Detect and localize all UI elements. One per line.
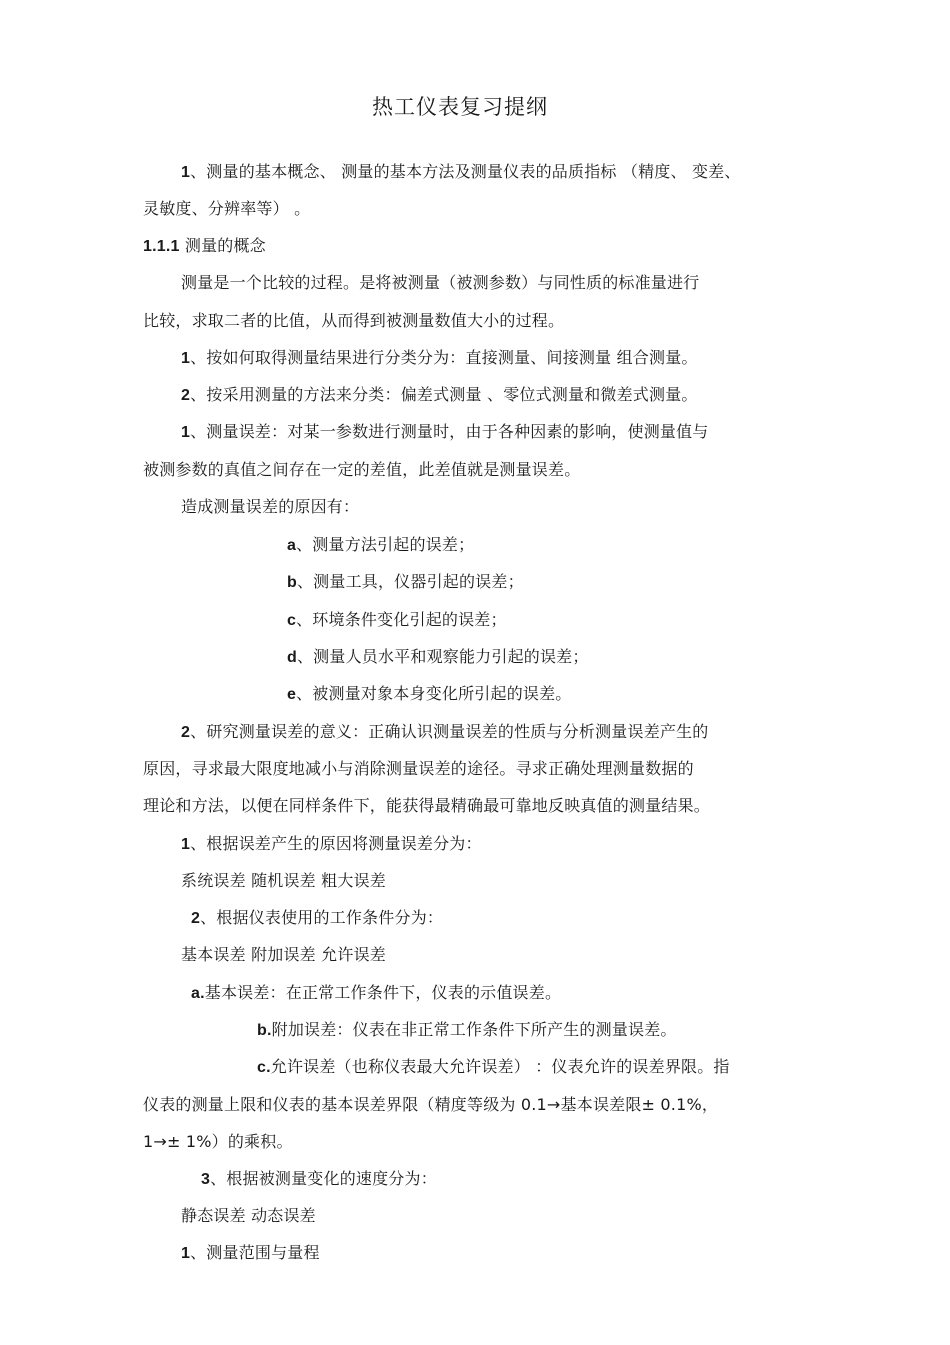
text-line-20: 系统误差 随机误差 粗大误差 xyxy=(181,871,386,890)
text-line-27: 1→± 1%）的乘积。 xyxy=(143,1132,293,1151)
page-title: 热工仪表复习提纲 xyxy=(372,95,548,119)
text-line-23: a.基本误差：在正常工作条件下，仪表的示值误差。 xyxy=(191,983,562,1002)
list-item-c: c、环境条件变化引起的误差； xyxy=(287,610,507,629)
text-line-5: 比较，求取二者的比值，从而得到被测量数值大小的过程。 xyxy=(143,311,565,330)
text-line-19: 1、根据误差产生的原因将测量误差分为： xyxy=(181,834,482,853)
list-item-e: e、被测量对象本身变化所引起的误差。 xyxy=(287,684,572,703)
text-line-1: 1、测量的基本概念、 测量的基本方法及测量仪表的品质指标 （精度、 变差、 xyxy=(181,162,741,181)
text-line-2: 灵敏度、分辨率等） 。 xyxy=(143,199,311,218)
text-line-17: 原因，寻求最大限度地减小与消除测量误差的途径。寻求正确处理测量数据的 xyxy=(143,759,694,778)
text-line-8: 1、测量误差：对某一参数进行测量时，由于各种因素的影响，使测量值与 xyxy=(181,422,709,441)
text-line-10: 造成测量误差的原因有： xyxy=(181,497,360,516)
text-line-9: 被测参数的真值之间存在一定的差值，此差值就是测量误差。 xyxy=(143,460,581,479)
text-line-21: 2、根据仪表使用的工作条件分为： xyxy=(191,908,444,927)
text-line-22: 基本误差 附加误差 允许误差 xyxy=(181,945,386,964)
text-line-6: 1、按如何取得测量结果进行分类分为：直接测量、间接测量 组合测量。 xyxy=(181,348,698,367)
text-line-4: 测量是一个比较的过程。是将被测量（被测参数）与同性质的标准量进行 xyxy=(181,273,700,292)
text-line-16: 2、研究测量误差的意义：正确认识测量误差的性质与分析测量误差产生的 xyxy=(181,722,709,741)
list-item-b: b、测量工具，仪器引起的误差； xyxy=(287,572,524,591)
text-line-24: b.附加误差：仪表在非正常工作条件下所产生的测量误差。 xyxy=(257,1020,677,1039)
text-line-30: 1、测量范围与量程 xyxy=(181,1243,320,1262)
text-line-7: 2、按采用测量的方法来分类：偏差式测量 、零位式测量和微差式测量。 xyxy=(181,385,698,404)
text-line-28: 3、根据被测量变化的速度分为： xyxy=(201,1169,437,1188)
text-line-26: 仪表的测量上限和仪表的基本误差界限（精度等级为 0.1→基本误差限± 0.1%， xyxy=(143,1095,719,1114)
text-line-18: 理论和方法，以便在同样条件下，能获得最精确最可靠地反映真值的测量结果。 xyxy=(143,796,711,815)
text-line-25: c.允许误差（也称仪表最大允许误差） ：仪表允许的误差界限。指 xyxy=(257,1057,730,1076)
section-heading: 1.1.1 测量的概念 xyxy=(143,236,266,255)
text-line-29: 静态误差 动态误差 xyxy=(181,1206,316,1225)
list-item-a: a、测量方法引起的误差； xyxy=(287,535,475,554)
list-item-d: d、测量人员水平和观察能力引起的误差； xyxy=(287,647,589,666)
